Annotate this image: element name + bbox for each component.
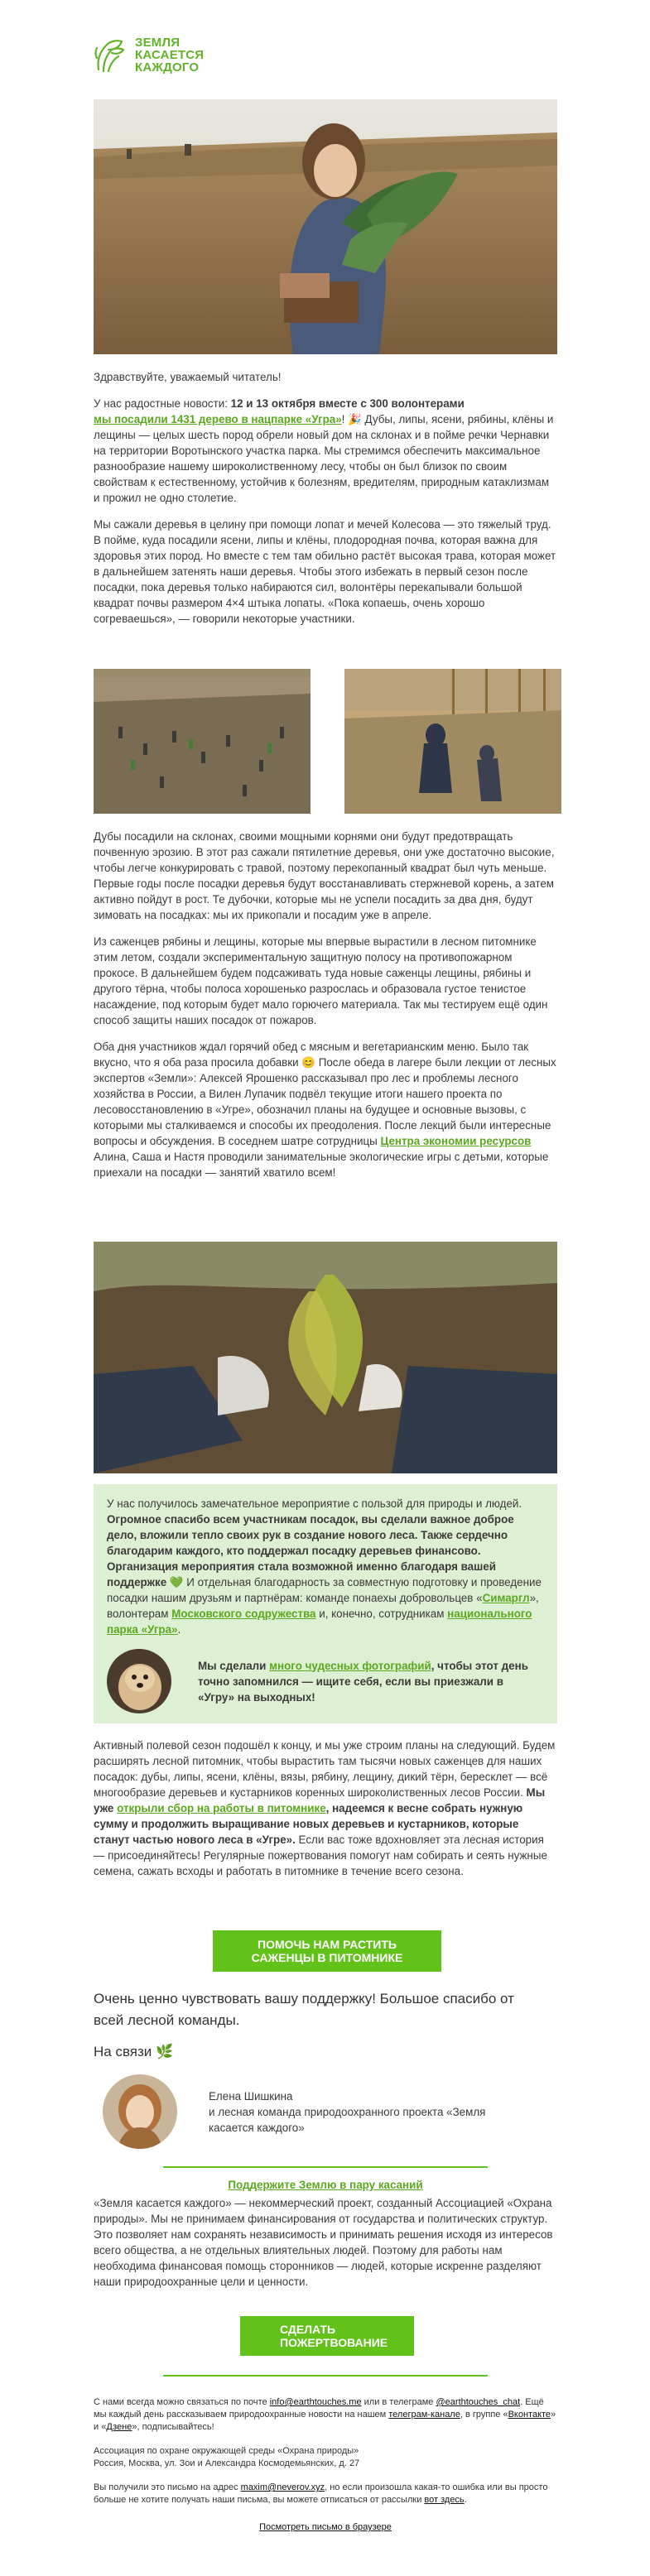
signoff-text: На связи 🌿	[94, 2044, 174, 2059]
footer-contact-b: или в телеграме	[361, 2397, 436, 2407]
volunteers-slope-photo	[94, 669, 311, 814]
recipient-a: Вы получили это письмо на адрес	[94, 2482, 241, 2492]
resource-center-link[interactable]: Центра экономии ресурсов	[380, 1135, 532, 1147]
photos-link[interactable]: много чудесных фотографий	[269, 1659, 431, 1672]
callout-text	[107, 1496, 544, 1637]
hero-photo	[94, 99, 557, 354]
footer-contact-a: С нами всегда можно связаться по почте	[94, 2397, 270, 2407]
volunteers-planting-photo	[344, 669, 561, 814]
callout-text-d: », волонтерам	[107, 1592, 539, 1620]
national-park-link[interactable]: национального парка «Угра»	[107, 1608, 532, 1636]
divider-top	[163, 2166, 488, 2168]
divider-bottom	[163, 2375, 488, 2377]
logo-line-2: КАСАЕТСЯ	[135, 47, 205, 62]
email-link[interactable]: info@earthtouches.me	[269, 2397, 362, 2407]
about-text: «Земля касается каждого» — некоммерческий проект, созданный Ассоциацией «Охрана природы». Мы не принимаем финансирования от государства и политических структур. Это позволяет нам сохранять независимость и принимать решения исходя из интересов всего общества, а не отдельных влиятельных людей. Поэтому для работы нам необходима финансовая помощь сторонников — людей, которые искренне разделяют наши природоохранные цели и ценности.	[94, 2197, 553, 2288]
p6-bold-b: Мы уже	[94, 1786, 546, 1814]
p6-text-d: Если вас тоже вдохновляет эта лесная история — присоединяйтесь! Регулярные пожертвования помогут нам собирать и сеять нужные семена, сажать всходы и работать в питомнике в течение всего сезона.	[94, 1833, 547, 1877]
p6-bold-c: , надеемся к весне собрать нужную сумму и продолжить выращивание новых деревьев и кустарников, которые станут частью нового леса в «Угре».	[94, 1802, 523, 1846]
p6-text-a: Активный полевой сезон подошёл к концу, и мы уже строим планы на следующий. Будем расширять лесной питомник, чтобы вырастить там тысячи новых саженцев для наших посадок: дубы, липы, ясени, клёны, вязы, рябину, лещину, дикий тёрн, бересклет — всё многообразие деревьев и кустарников коренных широколиственных лесов России.	[94, 1739, 556, 1799]
author-role: и лесная команда природоохранного проекта «Земля касается каждого»	[209, 2105, 486, 2134]
callout-text-a: У нас получилось замечательное мероприятие с пользой для природы и людей.	[107, 1497, 522, 1510]
unsubscribe-link[interactable]: вот здесь	[424, 2495, 465, 2505]
donate-button[interactable]	[240, 2316, 414, 2356]
recipient-notice	[94, 2482, 557, 2506]
telegram-chat-link[interactable]: @earthtouches_chat	[436, 2397, 521, 2407]
brand-wordmark	[135, 36, 204, 74]
simargl-link[interactable]: Симаргл	[482, 1592, 530, 1604]
photos-note-b: , чтобы этот день точно запомнился — ищите себя, если вы приезжали в «Угру» на выходных!	[198, 1659, 528, 1704]
nursery-fundraising-link[interactable]: открыли сбор на работы в питомнике	[117, 1802, 326, 1814]
thanks-text: Очень ценно чувствовать вашу поддержку! Большое спасибо от всей лесной команды.	[94, 1991, 514, 2028]
p1-text-c: ! 🎉 Дубы, липы, ясени, рябины, клёны и лещины — целых шесть пород обрели новый дом на склонах и в пойме речки Чернавки на территории Воротынского участка парка. Мы стремимся обеспечить максимальное разнообразие нашему широколиственному лесу, чтобы он был близок по своим свойствам к естественному, устойчив к болезням, вредителям, природным катаклизмам и прожил не одно столетие.	[94, 413, 554, 504]
support-nursery-button[interactable]	[213, 1930, 441, 1972]
callout-text-f: .	[177, 1623, 181, 1636]
footer	[94, 2396, 557, 2534]
donate-label-2: ПОЖЕРТВОВАНИЕ	[280, 2336, 388, 2349]
signature-block	[103, 2074, 566, 2149]
paragraph-2: Мы сажали деревья в целину при помощи лопат и мечей Колесова — это тяжелый труд. В пойме, куда посадили ясени, липы и клёны, плодородная почва, которая важна для здоровья этих пород. Но вместе с тем там обильно растёт высокая трава, которая может в дальнейшем затенять наши деревья. Чтобы этого избежать в первый сезон после посадки, пока деревья только набираются сил, волонтёры перекапывали большой квадрат почвы размером 4×4 штыка лопаты. «Пока копаешь, очень хорошо согреваешься», — говорили некоторые участники.	[94, 518, 556, 625]
p1-text-a: У нас радостные новости:	[94, 397, 231, 410]
dzen-link[interactable]: Дзене	[106, 2422, 132, 2432]
planting-closeup-photo	[94, 1242, 557, 1473]
signature-text	[209, 2088, 507, 2136]
telegram-channel-link[interactable]: телеграм-канале	[388, 2410, 460, 2420]
support-earth-link[interactable]: Поддержите Землю в пару касаний	[228, 2179, 423, 2191]
p5-text-b: Алина, Саша и Настя проводили занимательные экологические игры с детьми, которые приехали на посадки — занятий хватило всем!	[94, 1151, 549, 1179]
paragraph-6	[94, 1737, 557, 1879]
p1-highlight: 12 и 13 октября вместе с 300 волонтерами	[230, 397, 465, 410]
support-nursery-label-2: САЖЕНЦЫ В ПИТОМНИКЕ	[251, 1951, 403, 1964]
donate-label-1: СДЕЛАТЬ	[280, 2323, 336, 2336]
org-address: Россия, Москва, ул. Зои и Александра Космодемьянских, д. 27	[94, 2458, 360, 2468]
footer-contact-e: » и «	[94, 2410, 556, 2432]
closing	[94, 1988, 557, 2063]
logo-line-1: ЗЕМЛЯ	[135, 35, 181, 50]
greeting: Здравствуйте, уважаемый читатель!	[94, 371, 282, 383]
view-in-browser-link[interactable]: Посмотреть письмо в браузере	[259, 2522, 392, 2532]
footer-contact-c: . Ещё мы каждый день рассказываем природоохранные новости на нашем	[94, 2397, 544, 2420]
moscow-community-link[interactable]: Московского содружества	[171, 1608, 316, 1620]
dog-avatar	[107, 1649, 171, 1713]
callout-bold: Огромное спасибо всем участникам посадок, вы сделали важное доброе дело, вложили тепло своих рук в создание нового леса. Также сердечно благодарим каждого, кто поддержал посадку деревьев финансово. Организация мероприятия стала возможной именно благодаря вашей поддержке 💚	[107, 1513, 514, 1588]
about-section	[94, 2177, 557, 2290]
recipient-c: .	[464, 2495, 467, 2505]
author-avatar	[103, 2074, 177, 2149]
intro-text	[94, 369, 557, 637]
leaf-hand-icon	[94, 36, 127, 73]
footer-contact-f: », подписывайтесь!	[132, 2422, 214, 2432]
p5-text-a: Оба дня участников ждал горячий обед с мясным и вегетарианским меню. Было так вкусно, что я оба раза просила добавки 😊 После обеда в лагере были лекции от лесных экспертов «Земли»: Алексей Ярошенко рассказывал про лес и проблемы лесного хозяйства в России, а Вилен Лупачик подвёл текущие итоги нашего проекта по лесовосстановлению в «Угре», обозначил планы на будущее и основные вызовы, с которыми мы сталкиваемся и способы их преодоления. После лекций были интересные вопросы и обсуждения. В соседнем шатре сотрудницы	[94, 1040, 556, 1147]
footer-contacts	[94, 2396, 557, 2434]
vk-link[interactable]: Вконтакте	[508, 2410, 551, 2420]
footer-contact-d: , в группе «	[460, 2410, 508, 2420]
callout-text-e: и, конечно, сотрудникам	[315, 1608, 448, 1620]
photos-note	[107, 1649, 544, 1723]
photos-note-a: Мы сделали	[198, 1659, 270, 1672]
logo-line-3: КАЖДОГО	[135, 60, 200, 74]
season-text	[94, 1737, 557, 1890]
author-name: Елена Шишкина	[209, 2089, 293, 2103]
callout-text-c: И отдельная благодарность за совместную подготовку и проведение посадки нашим друзьям и партнёрам: команде понаехы добровольцев «	[107, 1576, 542, 1604]
support-nursery-label-1: ПОМОЧЬ НАМ РАСТИТЬ	[258, 1938, 397, 1951]
recipient-email-link[interactable]: maxim@neverov.xyz	[240, 2482, 325, 2492]
middle-text	[94, 829, 557, 1191]
brand-logo[interactable]	[94, 30, 234, 79]
planted-trees-link[interactable]: мы посадили 1431 дерево в нацпарке «Угра»	[94, 413, 342, 425]
paragraph-4: Из саженцев рябины и лещины, которые мы впервые вырастили в лесном питомнике этим летом, создали экспериментальную защитную полосу на противопожарном прокосе. В дальнейшем будем подсаживать туда новые саженцы лещины, рябины и другого тёрна, чтобы полоса хорошенько разрослась и образовала густое тенистое насаждение, под которым будет мало горючего материала. Так мы тестируем ещё один способ защиты наших посадок от пожаров.	[94, 935, 548, 1026]
paragraph-3: Дубы посадили на склонах, своими мощными корнями они будут предотвращать почвенную эрозию. В этот раз сажали пятилетние деревья, они уже достаточно высокие, чтобы легче конкурировать с травой, поэтому перекопанный квадрат был чуть меньше. Первые годы после посадки деревья будут восстанавливать стержневой корень, а затем активно пойдут в рост. Те дубочки, которые мы не успели посадить за два дня, будут зимовать на посадках: мы их прикопали и посадим уже в апреле.	[94, 830, 555, 921]
paragraph-5	[94, 1039, 557, 1180]
thanks-callout	[94, 1484, 557, 1723]
photos-note-text	[198, 1658, 529, 1705]
paragraph-1	[94, 396, 557, 506]
recipient-b: , но если произошла какая-то ошибка или вы просто больше не хотите получать наши письма, вы можете отписаться от рассылки	[94, 2482, 548, 2505]
org-name: Ассоциация по охране окружающей среды «Охрана природы»	[94, 2446, 359, 2456]
